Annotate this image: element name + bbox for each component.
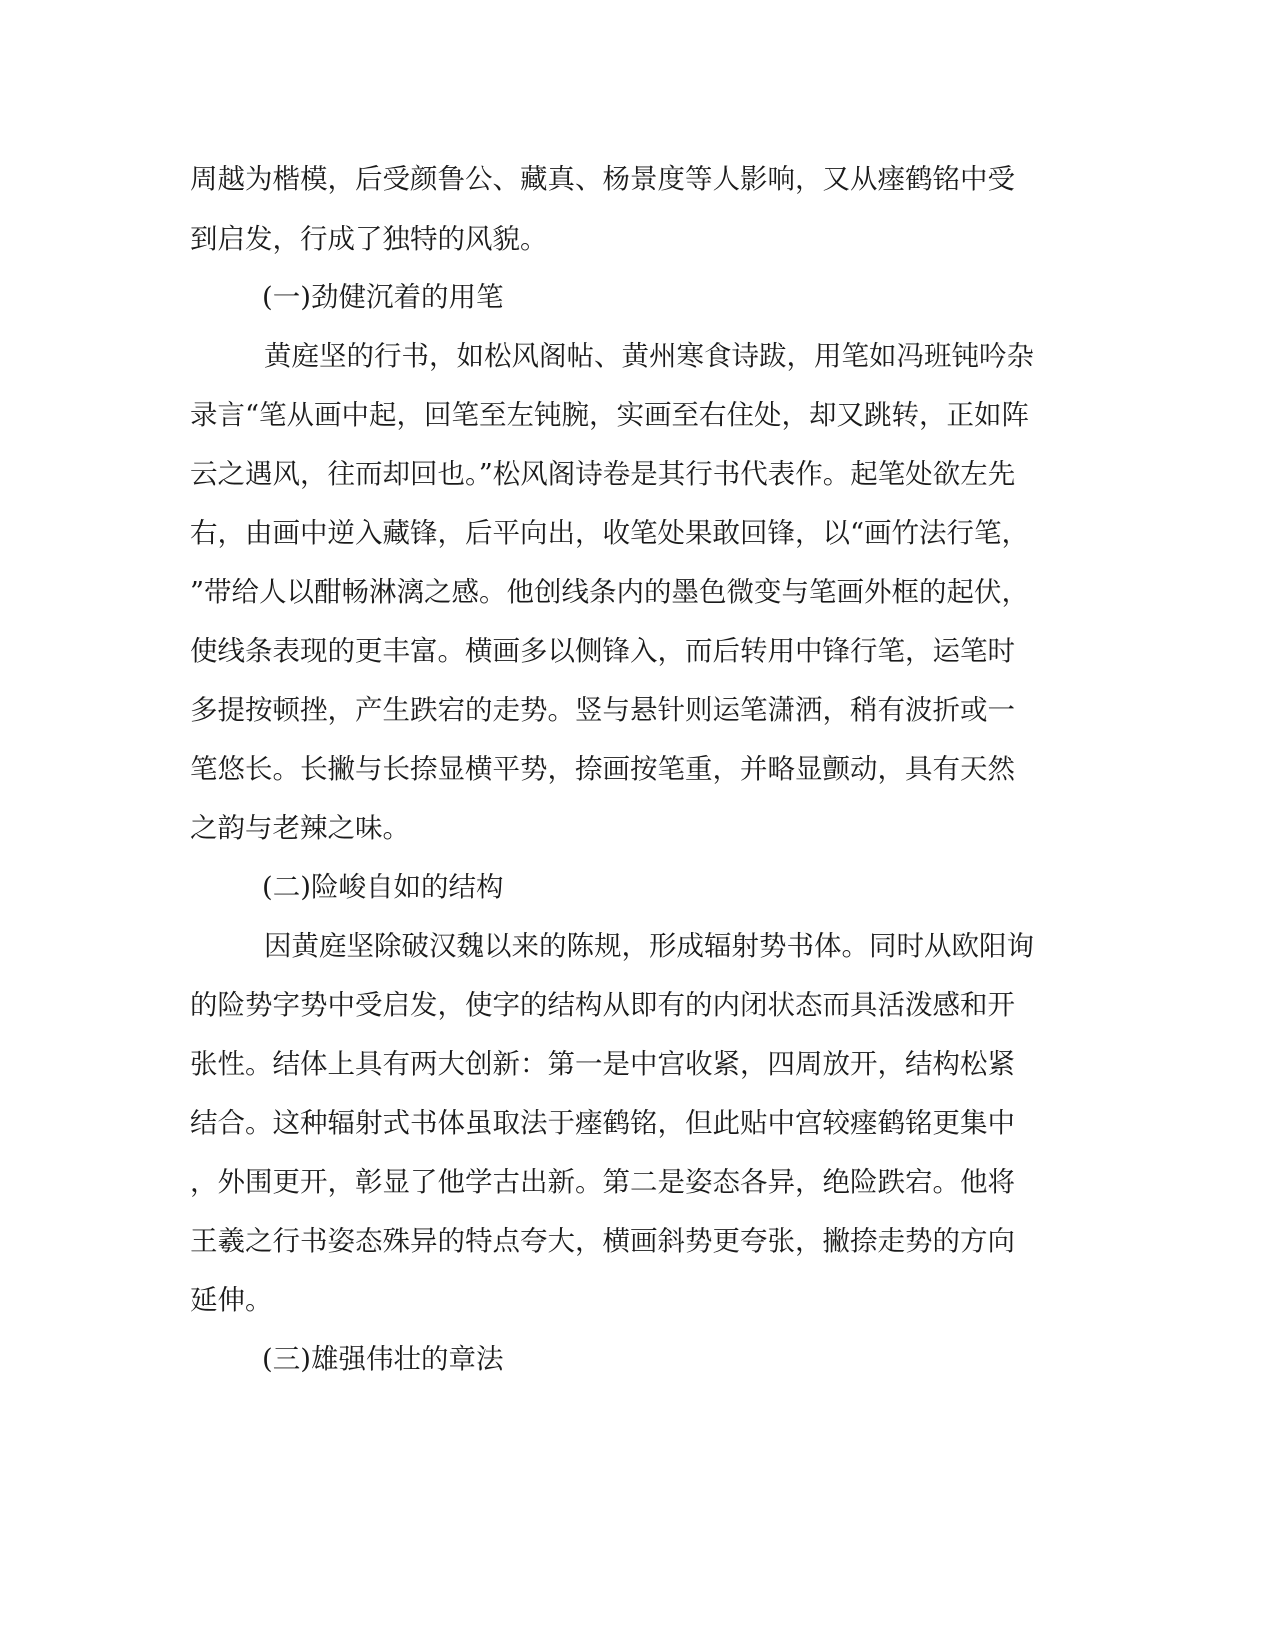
body-line-19: 王羲之行书姿态殊异的特点夸大，横画斜势更夸张，撇捺走势的方向	[190, 1225, 1015, 1257]
body-line-6: 云之遇风，往而却回也。”松风阁诗卷是其行书代表作。起笔处欲左先	[190, 458, 1016, 490]
body-line-11: 笔悠长。长撇与长捺显横平势，捺画按笔重，并略显颤动，具有天然	[190, 753, 1015, 785]
body-line-1: 周越为楷模，后受颜鲁公、藏真、杨景度等人影响，又从瘗鹤铭中受	[190, 163, 1015, 195]
body-line-17: 结合。这种辐射式书体虽取法于瘗鹤铭，但此贴中宫较瘗鹤铭更集中	[190, 1107, 1015, 1139]
body-line-2: 到启发，行成了独特的风貌。	[190, 223, 548, 255]
body-line-15: 的险势字势中受启发，使字的结构从即有的内闭状态而具活泼感和开	[190, 989, 1015, 1021]
section-heading-3: (三)雄强伟壮的章法	[262, 1343, 504, 1375]
body-line-9: 使线条表现的更丰富。横画多以侧锋入，而后转用中锋行笔，运笔时	[190, 635, 1015, 667]
body-line-18: ，外围更开，彰显了他学古出新。第二是姿态各异，绝险跌宕。他将	[190, 1166, 1015, 1198]
body-line-5: 录言“笔从画中起，回笔至左钝腕，实画至右住处，却又跳转，正如阵	[190, 399, 1030, 431]
body-line-20: 延伸。	[190, 1284, 273, 1316]
body-line-12: 之韵与老辣之味。	[190, 812, 410, 844]
body-line-14: 因黄庭坚除破汉魏以来的陈规，形成辐射势书体。同时从欧阳询	[264, 930, 1034, 962]
body-line-4: 黄庭坚的行书，如松风阁帖、黄州寒食诗跋，用笔如冯班钝吟杂	[264, 340, 1034, 372]
body-line-7: 右，由画中逆入藏锋，后平向出，收笔处果敢回锋，以“画竹法行笔，	[190, 517, 1030, 549]
body-line-8: ”带给人以酣畅淋漓之感。他创线条内的墨色微变与笔画外框的起伏，	[190, 576, 1030, 608]
section-heading-2: (二)险峻自如的结构	[262, 871, 504, 903]
section-heading-1: (一)劲健沉着的用笔	[262, 281, 504, 313]
body-line-16: 张性。结体上具有两大创新：第一是中宫收紧，四周放开，结构松紧	[190, 1048, 1015, 1080]
body-line-10: 多提按顿挫，产生跌宕的走势。竖与悬针则运笔潇洒，稍有波折或一	[190, 694, 1015, 726]
